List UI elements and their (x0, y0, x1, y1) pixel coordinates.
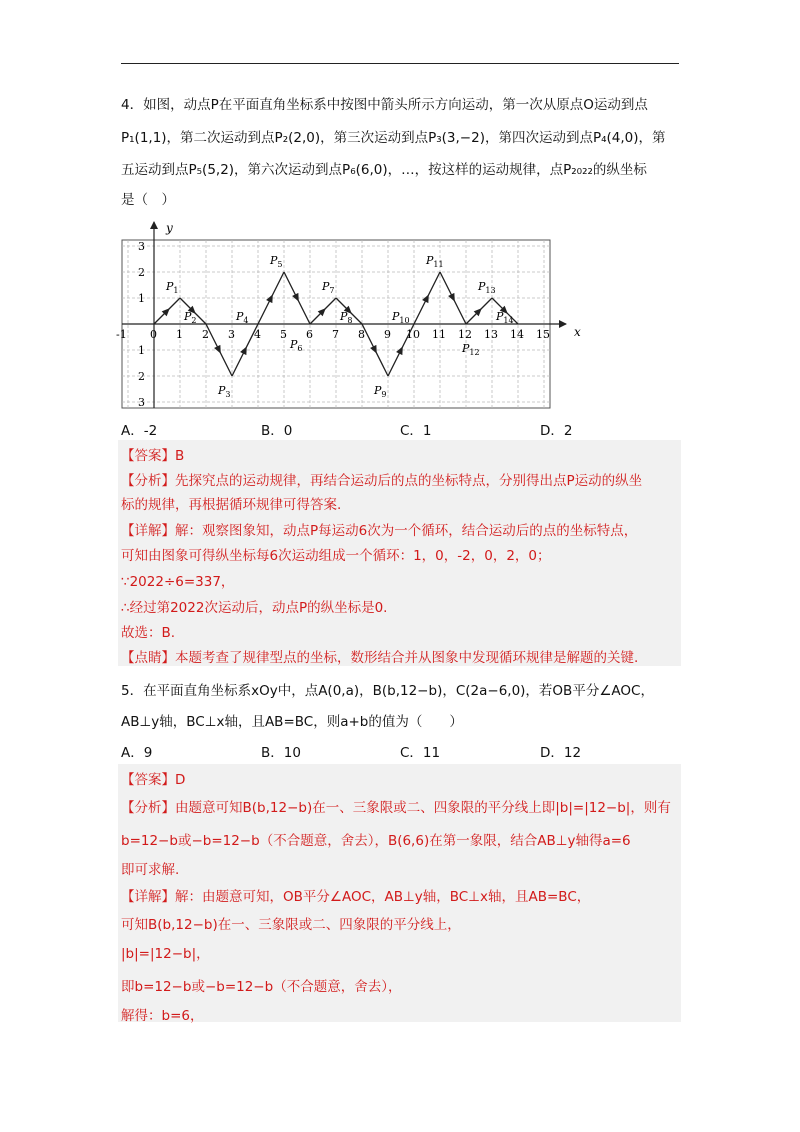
x-tick-label: 1 (176, 328, 183, 341)
x-tick-label: 14 (510, 328, 524, 341)
q4-stem-line4: 是（ ） (121, 192, 175, 208)
y-axis-label: y (166, 221, 173, 235)
q5-stem-line1: 5．在平面直角坐标系xOy中，点A(0,a)，B(b,12−b)，C(2a−6,0)，若OB平分∠AOC， (121, 683, 654, 699)
q4-stem-line3: 五运动到点P₅(5,2)，第六次运动到点P₆(6,0)，…，按这样的运动规律，点P₂₀₂₂的纵坐标 (121, 162, 647, 178)
x-tick-label: 10 (406, 328, 420, 341)
x-tick-label: 0 (150, 328, 157, 341)
q4-detail-line4: ∴经过第2022次运动后，动点P的纵坐标是0. (121, 600, 388, 616)
x-tick-label: 13 (484, 328, 498, 341)
header-rule (121, 63, 679, 64)
q5-detail-line1: 【详解】解：由题意可知，OB平分∠AOC，AB⊥y轴，BC⊥x轴，且AB=BC， (121, 889, 591, 905)
y-tick-label: 1 (138, 344, 145, 357)
x-tick-label: 2 (202, 328, 209, 341)
q4-detail-line2: 可知由图象可得纵坐标每6次运动组成一个循环：1，0，-2，0，2，0； (121, 548, 551, 564)
q5-analysis-line1: 【分析】由题意可知B(b,12−b)在一、三象限或二、四象限的平分线上即|b|=|12−b|，则有 (121, 800, 671, 816)
point-label: $P_1$ (166, 280, 179, 295)
q5-option-c: C．11 (400, 745, 441, 761)
y-tick-label: 3 (138, 396, 145, 409)
point-label: $P_{11}$ (426, 254, 444, 269)
x-tick-label: 4 (254, 328, 261, 341)
q5-stem-line2: AB⊥y轴，BC⊥x轴，且AB=BC，则a+b的值为（ ） (121, 714, 463, 730)
x-tick-label: 15 (536, 328, 550, 341)
q5-option-a: A．9 (121, 745, 153, 761)
point-label: $P_{13}$ (478, 280, 496, 295)
x-tick-label: -1 (116, 328, 127, 341)
q4-coordinate-chart (116, 214, 590, 409)
q5-analysis-line3: 即可求解. (121, 862, 180, 878)
y-tick-label: 3 (138, 240, 145, 253)
q4-stem-line2: P₁(1,1)，第二次运动到点P₂(2,0)，第三次运动到点P₃(3,−2)，第四次运动到点P₄(4,0)，第 (121, 130, 666, 146)
x-tick-label: 3 (228, 328, 235, 341)
q5-detail-line3: |b|=|12−b|， (121, 946, 210, 962)
x-tick-label: 9 (384, 328, 391, 341)
q4-option-c: C．1 (400, 423, 432, 439)
point-label: $P_{10}$ (392, 310, 410, 325)
q5-option-b: B．10 (261, 745, 301, 761)
q4-detail-line3: ∵2022÷6=337， (121, 574, 235, 590)
x-tick-label: 12 (458, 328, 472, 341)
q5-detail-line4: 即b=12−b或−b=12−b（不合题意，舍去）， (121, 979, 402, 995)
q4-comment: 【点睛】本题考查了规律型点的坐标，数形结合并从图象中发现循环规律是解题的关键. (121, 650, 639, 666)
x-tick-label: 11 (432, 328, 446, 341)
q4-answer: 【答案】B (121, 448, 185, 464)
point-label: $P_5$ (270, 254, 283, 269)
q5-detail-line5: 解得：b=6， (121, 1008, 204, 1024)
q5-detail-line2: 可知B(b,12−b)在一、三象限或二、四象限的平分线上， (121, 917, 461, 933)
q4-option-a: A．-2 (121, 423, 158, 439)
q4-detail-line1: 【详解】解：观察图象知，动点P每运动6次为一个循环，结合运动后的点的坐标特点， (121, 523, 638, 539)
y-tick-label: 2 (138, 370, 145, 383)
point-label: $P_9$ (374, 384, 387, 399)
point-label: $P_{14}$ (496, 310, 514, 325)
x-axis-label: x (574, 325, 581, 339)
x-tick-label: 8 (358, 328, 365, 341)
x-tick-label: 6 (306, 328, 313, 341)
q5-analysis-line2: b=12−b或−b=12−b（不合题意，舍去），B(6,6)在第一象限，结合AB⊥y轴得a=6 (121, 833, 631, 849)
y-tick-label: 2 (138, 266, 145, 279)
point-label: $P_2$ (184, 310, 197, 325)
point-label: $P_4$ (236, 310, 249, 325)
point-label: $P_8$ (340, 310, 353, 325)
x-tick-label: 7 (332, 328, 339, 341)
q4-analysis-line1: 【分析】先探究点的运动规律，再结合运动后的点的坐标特点，分别得出点P运动的纵坐 (121, 473, 643, 489)
q5-answer: 【答案】D (121, 772, 186, 788)
q4-option-b: B．0 (261, 423, 293, 439)
q4-option-d: D．2 (540, 423, 573, 439)
q4-stem-line1: 4．如图，动点P在平面直角坐标系中按图中箭头所示方向运动，第一次从原点O运动到点 (121, 97, 648, 113)
point-label: $P_{12}$ (462, 342, 480, 357)
point-label: $P_7$ (322, 280, 335, 295)
q4-detail-line5: 故选：B. (121, 625, 176, 641)
point-label: $P_3$ (218, 384, 231, 399)
y-tick-label: 1 (138, 292, 145, 305)
q5-option-d: D．12 (540, 745, 582, 761)
x-tick-label: 5 (280, 328, 287, 341)
q4-analysis-line2: 标的规律，再根据循环规律可得答案. (121, 497, 342, 513)
point-label: $P_6$ (290, 338, 303, 353)
